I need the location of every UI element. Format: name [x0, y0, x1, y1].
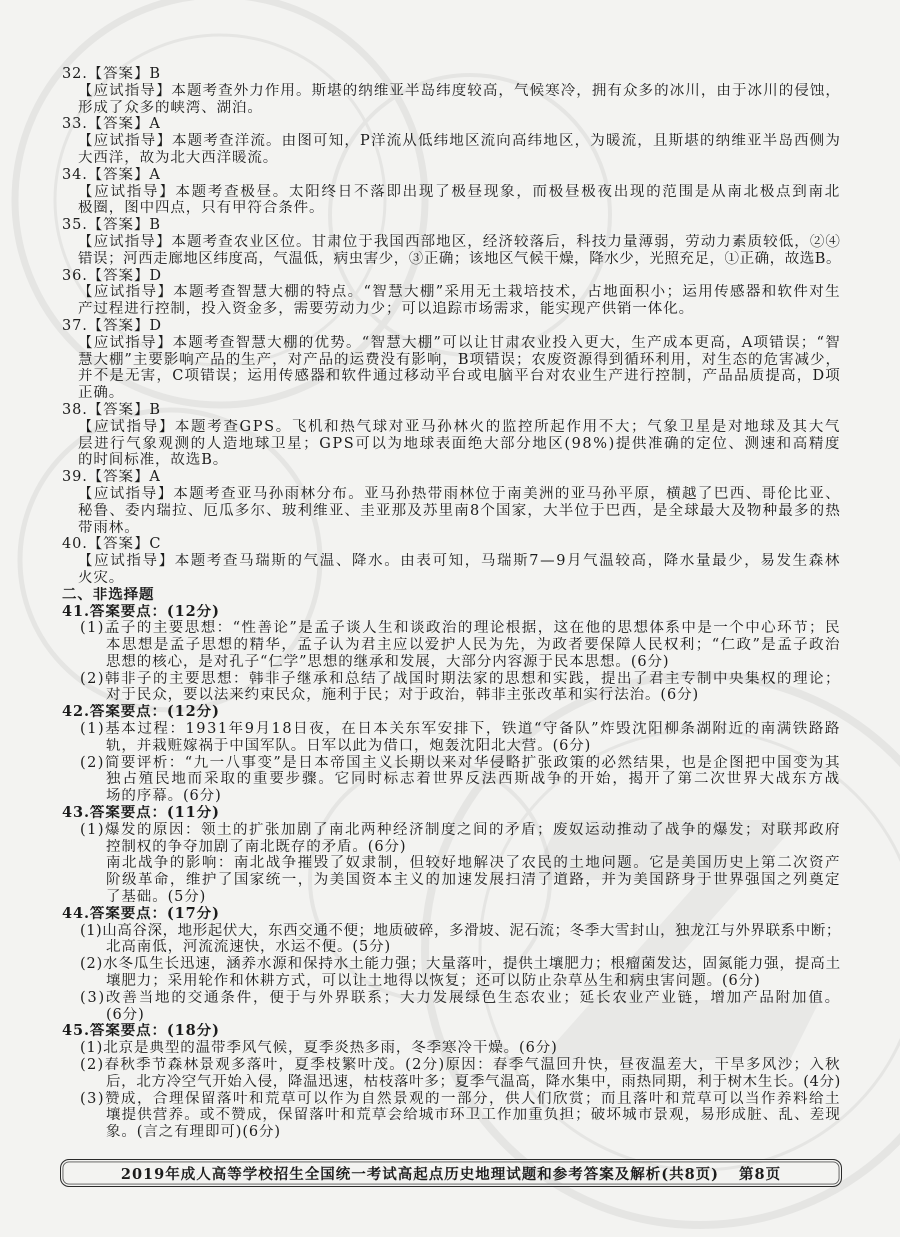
answer-line	[62, 167, 862, 184]
point-line	[106, 654, 842, 671]
guide-line-text: 【应试指导】本题考查GPS。飞机和热气球对亚马孙林火的监控所起作用不大；气象卫星是对地球及其大气	[78, 418, 841, 435]
point-line	[106, 738, 842, 755]
point-line	[106, 687, 842, 704]
guide-line-text: 【应试指导】本题考查智慧大棚的特点。“智慧大棚”采用无土栽培技术，占地面积小；运用传感器和软件对生	[78, 284, 841, 301]
guide-line	[78, 251, 842, 268]
point-line	[106, 788, 842, 805]
guide-line	[78, 301, 842, 318]
point-line	[106, 839, 842, 856]
answer-points-heading	[62, 1023, 862, 1040]
answer-line-text: 33.【答案】A	[62, 116, 161, 133]
objective-item	[0, 167, 900, 217]
answer-points-heading	[62, 704, 862, 721]
point-line	[106, 1007, 842, 1024]
point-line	[106, 973, 842, 990]
guide-line	[78, 419, 842, 436]
point-line-text: 独占殖民地而采取的重要步骤。它同时标志着世界反法西斯战争的开始，揭开了第二次世界大战东方战	[106, 771, 841, 788]
objective-item	[0, 217, 900, 267]
guide-line-text: 并不是无害，C项错误；运用传感器和软件通过移动平台或电脑平台对农业生产进行控制，产品品质提高，D项	[78, 368, 841, 385]
answer-points-heading-text: 42.答案要点：(12分)	[62, 704, 220, 721]
point-line-text: 本思想是孟子思想的精华，孟子认为君主应以爱护人民为先，为政者要保障人民权利；“仁政”是孟子政治	[106, 637, 841, 654]
guide-line-text: 层进行气象观测的人造地球卫星；GPS可以为地球表面绝大部分地区(98%)提供准确的定位、测速和高精度	[78, 435, 841, 452]
answer-key-body	[0, 66, 900, 1141]
guide-line-text: 极圈，图中四点，只有甲符合条件。	[78, 200, 325, 217]
point-line	[80, 620, 842, 637]
guide-line-text: 产过程进行控制，投入资金多，需要劳动力少；可以追踪市场需求，能实现产供销一体化。	[78, 301, 694, 318]
answer-line-text: 35.【答案】B	[62, 217, 161, 234]
answer-points-heading-text: 43.答案要点：(11分)	[62, 805, 220, 822]
point-line	[80, 1040, 842, 1057]
point-line	[106, 1124, 842, 1141]
guide-line	[78, 503, 842, 520]
guide-line	[78, 368, 842, 385]
answer-points-heading	[62, 805, 862, 822]
point-line-text: (3)改善当地的交通条件，便于与外界联系；大力发展绿色生态农业；延长农业产业链，增加产品附加值。	[80, 989, 841, 1006]
guide-line-text: 带雨林。	[78, 519, 140, 536]
point-line	[106, 637, 842, 654]
guide-line-text: 【应试指导】本题考查极昼。太阳终日不落即出现了极昼现象，而极昼极夜出现的范围是从南北极点到南北	[78, 183, 841, 200]
guide-line	[78, 520, 842, 537]
point-line-text: (1)基本过程：1931年9月18日夜，在日本关东军安排下，铁道“守备队”炸毁沈阳柳条湖附近的南满铁路路	[80, 721, 841, 738]
guide-line	[78, 452, 842, 469]
guide-line	[78, 83, 842, 100]
guide-line	[78, 570, 842, 587]
guide-line	[78, 200, 842, 217]
guide-line-text: 【应试指导】本题考查智慧大棚的优势。“智慧大棚”可以让甘肃农业投入更大，生产成本更高，A项错误；“智	[78, 334, 841, 351]
point-line-text: 北高南低，河流流速快，水运不便。(5分)	[106, 939, 392, 956]
point-line	[106, 889, 842, 906]
answer-points-heading-text: 44.答案要点：(17分)	[62, 905, 220, 922]
guide-line-text: 形成了众多的峡湾、湖泊。	[78, 99, 263, 116]
subjective-item	[0, 805, 900, 906]
point-line	[80, 755, 842, 772]
point-line-text: (1)北京是典型的温带季风气候，夏季炎热多雨，冬季寒冷干燥。(6分)	[80, 1040, 558, 1057]
point-line	[106, 1074, 842, 1091]
answer-line	[62, 402, 862, 419]
subjective-item	[0, 1023, 900, 1141]
point-line-text: 象。(言之有理即可)(6分)	[106, 1124, 281, 1141]
guide-line-text: 【应试指导】本题考查农业区位。甘肃位于我国西部地区，经济较落后，科技力量薄弱，劳动力素质较低，②④	[78, 233, 841, 250]
answer-line-text: 38.【答案】B	[62, 401, 161, 418]
answer-points-heading-text: 41.答案要点：(12分)	[62, 603, 220, 620]
answer-line	[62, 66, 862, 83]
objective-item	[0, 116, 900, 166]
point-line-text: 场的序幕。(6分)	[106, 788, 222, 805]
guide-line-text: 秘鲁、委内瑞拉、厄瓜多尔、玻利维亚、圭亚那及苏里南8个国家，大半位于巴西，是全球最大及物种最多的热	[78, 502, 841, 519]
point-line	[80, 721, 842, 738]
point-line-text: (2)水冬瓜生长迅速，涵养水源和保持水土能力强；大量落叶，提供土壤肥力；根瘤菌发达，固氮能力强，提高土	[80, 956, 841, 973]
guide-line	[78, 133, 842, 150]
point-line-text: (3)赞成，合理保留落叶和荒草可以作为自然景观的一部分，供人们欣赏；而且落叶和荒草可以当作养料给土	[80, 1090, 841, 1107]
point-line-text: (1)山高谷深，地形起伏大，东西交通不便；地质破碎，多滑坡、泥石流；冬季大雪封山，独龙江与外界联系中断；	[80, 922, 841, 939]
objective-item	[0, 268, 900, 318]
guide-line	[78, 284, 842, 301]
answer-line	[62, 116, 862, 133]
answer-line-text: 32.【答案】B	[62, 66, 161, 82]
guide-line-text: 的时间标准，故选B。	[78, 452, 229, 469]
answer-line-text: 37.【答案】D	[62, 317, 162, 334]
point-line-text: (1)孟子的主要思想：“性善论”是孟子谈人生和谈政治的理论根据，这在他的思想体系中是一个中心环节；民	[80, 620, 841, 637]
answer-line-text: 36.【答案】D	[62, 267, 162, 284]
answer-line	[62, 268, 862, 285]
subjective-item	[0, 704, 900, 805]
subjective-item	[0, 906, 900, 1024]
objective-item	[0, 66, 900, 116]
point-line-text: (2)春秋季节森林景观多落叶，夏季枝繁叶茂。(2分)原因：春季气温回升快，昼夜温差大，干旱多风沙；入秋	[80, 1057, 841, 1074]
section-title	[62, 587, 862, 604]
answer-points-heading	[62, 906, 862, 923]
guide-line	[78, 385, 842, 402]
guide-line	[78, 184, 842, 201]
guide-line	[78, 100, 842, 117]
guide-line-text: 火灾。	[78, 569, 125, 586]
answer-line-text: 34.【答案】A	[62, 166, 161, 183]
point-line-text: 对于民众，要以法来约束民众，施利于民；对于政治，韩非主张改革和实行法治。(6分)	[106, 687, 700, 704]
guide-line	[78, 436, 842, 453]
objective-item	[0, 402, 900, 469]
answer-line	[62, 469, 862, 486]
guide-line-text: 【应试指导】本题考查洋流。由图可知，P洋流从低纬地区流向高纬地区，为暖流，且斯堪的纳维亚半岛西侧为	[78, 133, 841, 150]
point-line-text: 南北战争的影响：南北战争摧毁了奴隶制，但较好地解决了农民的土地问题。它是美国历史上第二次资产	[106, 855, 841, 872]
guide-line	[78, 352, 842, 369]
point-line-text: 轨，并栽赃嫁祸于中国军队。日军以此为借口，炮轰沈阳北大营。(6分)	[106, 737, 592, 754]
objective-item	[0, 469, 900, 536]
guide-line	[78, 150, 842, 167]
point-line-text: 阶级革命，维护了国家统一，为美国资本主义的加速发展扫清了道路，并为美国跻身于世界强国之列奠定	[106, 872, 841, 889]
guide-line-text: 正确。	[78, 385, 125, 402]
answer-line	[62, 318, 862, 335]
point-line-text: 思想的核心，是对孔子“仁学”思想的继承和发展，大部分内容源于民本思想。(6分)	[106, 653, 670, 670]
point-line	[106, 855, 842, 872]
point-line	[80, 1091, 842, 1108]
point-line	[80, 822, 842, 839]
point-line	[106, 939, 842, 956]
guide-line	[78, 553, 842, 570]
footer-title: 2019年成人高等学校招生全国统一考试高起点历史地理试题和参考答案及解析(共8页)	[120, 1165, 720, 1183]
objective-item	[0, 318, 900, 402]
point-line	[80, 923, 842, 940]
guide-line-text: 【应试指导】本题考查亚马孙雨林分布。亚马孙热带雨林位于南美洲的亚马孙平原，横越了巴西、哥伦比亚、	[78, 485, 841, 502]
point-line	[80, 956, 842, 973]
point-line	[80, 1057, 842, 1074]
guide-line-text: 【应试指导】本题考查外力作用。斯堪的纳维亚半岛纬度较高，气候寒冷，拥有众多的冰川，由于冰川的侵蚀，	[78, 82, 841, 99]
answer-line-text: 40.【答案】C	[62, 536, 162, 553]
point-line	[106, 872, 842, 889]
point-line-text: 壤肥力；采用轮作和休耕方式，可以让土地得以恢复；还可以防止杂草丛生和病虫害问题。(6分)	[106, 973, 761, 990]
point-line-text: 壤提供营养。或不赞成，保留落叶和荒草会给城市环卫工作加重负担；破坏城市景观，易形成脏、乱、差现	[106, 1107, 841, 1124]
point-line-text: 后，北方冷空气开始入侵，降温迅速，枯枝落叶多；夏季气温高，降水集中，雨热同期，利于树木生长。(4分)	[106, 1073, 841, 1090]
objective-item	[0, 536, 900, 586]
point-line	[106, 1107, 842, 1124]
subjective-item	[0, 604, 900, 705]
answer-line	[62, 217, 862, 234]
point-line	[106, 771, 842, 788]
guide-line	[78, 234, 842, 251]
guide-line-text: 慧大棚”主要影响产品的生产，对产品的运费没有影响，B项错误；农废资源得到循环利用，对生态的危害减少，	[78, 351, 841, 368]
answer-points-heading	[62, 604, 862, 621]
point-line-text: 控制权的争夺加剧了南北既存的矛盾。(6分)	[106, 838, 407, 855]
guide-line	[78, 335, 842, 352]
point-line-text: (2)韩非子的主要思想：韩非子继承和总结了战国时期法家的思想和实践，提出了君主专制中央集权的理论；	[80, 670, 841, 687]
answer-line-text: 39.【答案】A	[62, 469, 161, 486]
answer-line	[62, 536, 862, 553]
guide-line-text: 【应试指导】本题考查马瑞斯的气温、降水。由表可知，马瑞斯7—9月气温较高，降水量最少，易发生森林	[78, 553, 841, 570]
answer-points-heading-text: 45.答案要点：(18分)	[62, 1023, 220, 1040]
guide-line-text: 大西洋，故为北大西洋暖流。	[78, 149, 279, 166]
point-line-text: (2)简要评析：“九一八事变”是日本帝国主义长期以来对华侵略扩张政策的必然结果，也是企图把中国变为其	[80, 754, 841, 771]
point-line	[80, 671, 842, 688]
footer-box	[60, 1159, 842, 1187]
point-line-text: (1)爆发的原因：领土的扩张加剧了南北两种经济制度之间的矛盾；废奴运动推动了战争的爆发；对联邦政府	[80, 821, 841, 838]
guide-line	[78, 486, 842, 503]
guide-line-text: 错误；河西走廊地区纬度高，气温低，病虫害少，③正确；该地区气候干燥，降水少，光照充足，①正确，故选B。	[78, 250, 841, 267]
point-line-text: 了基础。(5分)	[106, 889, 207, 906]
footer-page-number: 第8页	[739, 1165, 782, 1183]
point-line-text: (6分)	[106, 1006, 145, 1023]
section-title-text: 二、非选择题	[62, 586, 155, 603]
point-line	[80, 990, 842, 1007]
